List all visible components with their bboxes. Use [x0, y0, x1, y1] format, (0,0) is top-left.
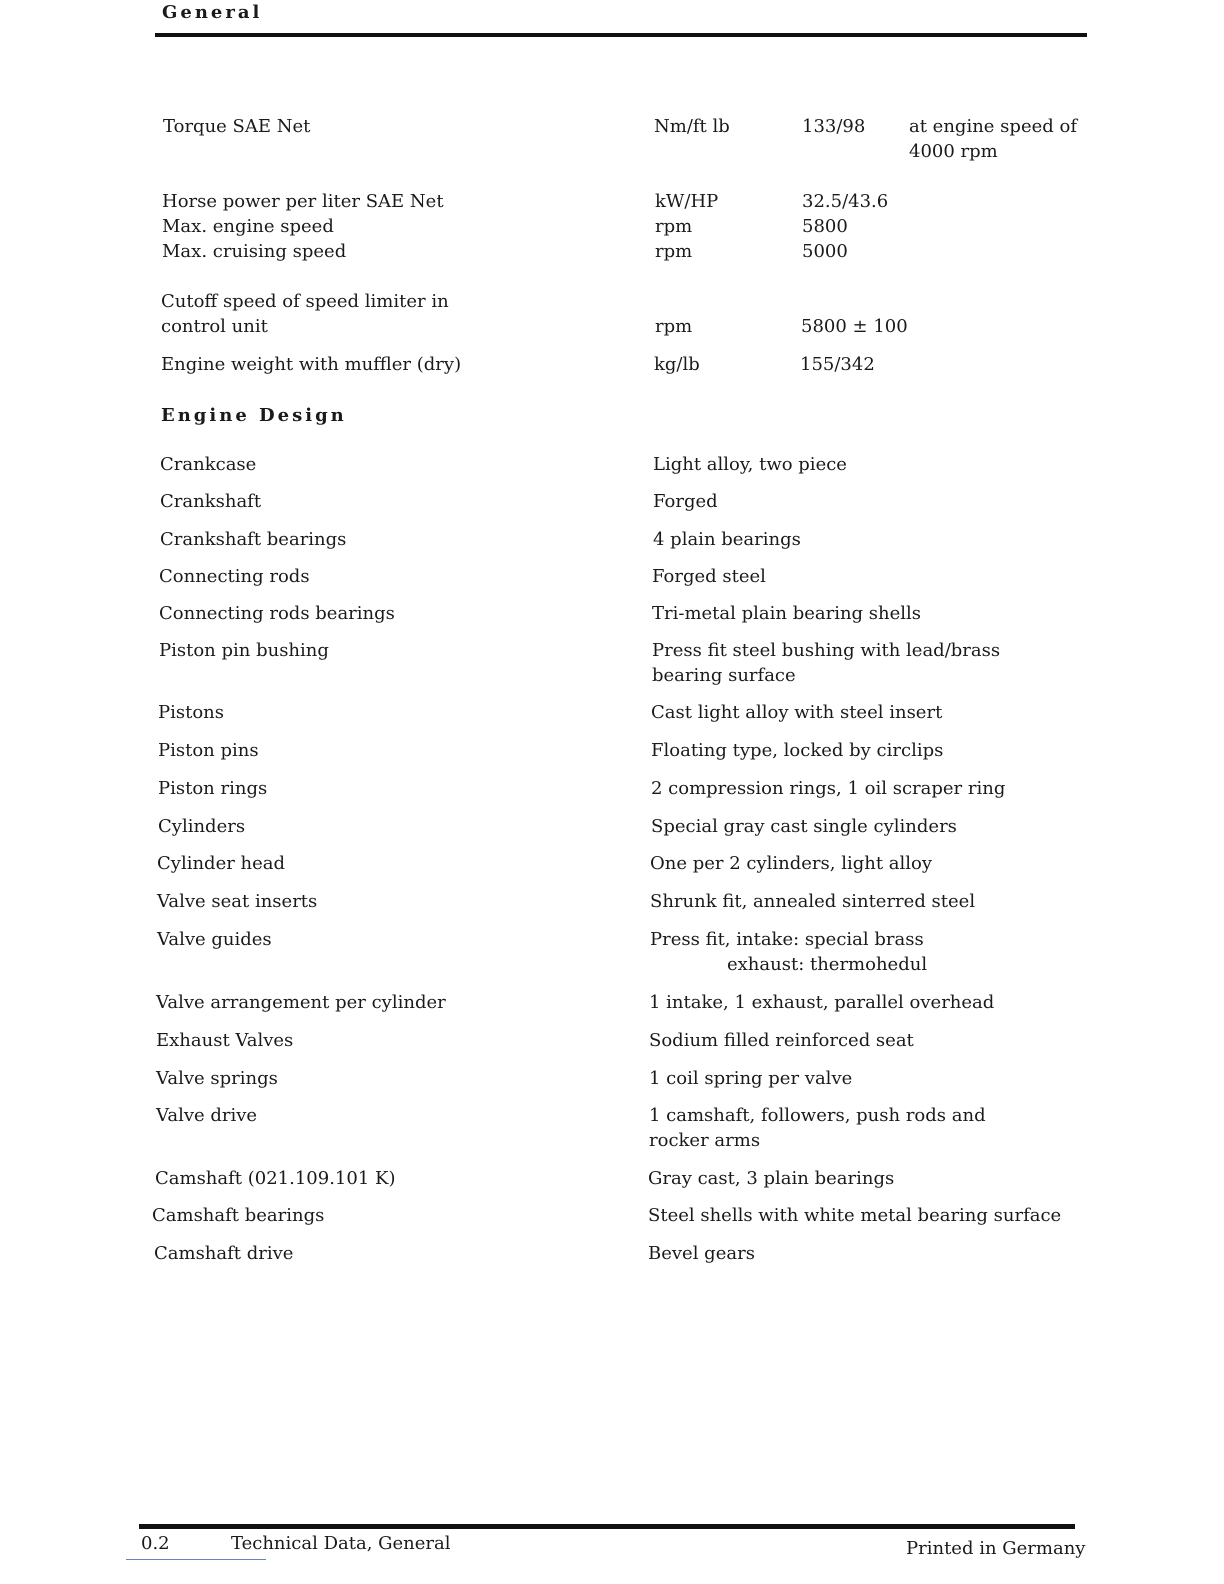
- spec-unit: kW/HP: [655, 191, 719, 212]
- design-value: Tri-metal plain bearing shells: [652, 603, 922, 624]
- design-value: bearing surface: [652, 665, 796, 686]
- header-rule: [155, 33, 1087, 37]
- design-value: 2 compression rings, 1 oil scraper ring: [651, 778, 1006, 799]
- spec-label: control unit: [161, 316, 268, 337]
- design-label: Piston pins: [158, 740, 259, 761]
- design-value: Light alloy, two piece: [653, 454, 847, 475]
- design-label: Valve drive: [156, 1105, 258, 1126]
- spec-label: Max. engine speed: [162, 216, 334, 237]
- design-value: Sodium filled reinforced seat: [649, 1030, 914, 1051]
- spec-label: Cutoff speed of speed limiter in: [161, 291, 449, 312]
- design-label: Exhaust Valves: [156, 1030, 294, 1051]
- design-label: Piston pin bushing: [159, 640, 329, 661]
- design-label: Cylinder head: [157, 853, 286, 874]
- design-label: Valve arrangement per cylinder: [156, 992, 446, 1013]
- design-label: Crankshaft bearings: [160, 529, 347, 550]
- design-label: Connecting rods: [159, 566, 310, 587]
- footer-page-number: 0.2: [141, 1533, 170, 1554]
- spec-unit: rpm: [655, 241, 693, 262]
- design-value: Forged steel: [652, 566, 766, 587]
- design-value: Shrunk fit, annealed sinterred steel: [650, 891, 976, 912]
- design-value: rocker arms: [649, 1130, 761, 1151]
- design-value: Bevel gears: [648, 1243, 755, 1264]
- design-value: 1 camshaft, followers, push rods and: [649, 1105, 986, 1126]
- footer-rule: [139, 1524, 1075, 1529]
- design-label: Valve guides: [157, 929, 272, 950]
- design-label: Connecting rods bearings: [159, 603, 395, 624]
- design-value: Floating type, locked by circlips: [651, 740, 944, 761]
- spec-unit: rpm: [655, 216, 693, 237]
- footer-title: Technical Data, General: [231, 1533, 451, 1554]
- design-label: Camshaft (021.109.101 K): [155, 1168, 396, 1189]
- design-label: Camshaft drive: [154, 1243, 294, 1264]
- footer-underline: [126, 1559, 266, 1560]
- design-value: 1 coil spring per valve: [649, 1068, 853, 1089]
- spec-label: Max. cruising speed: [162, 241, 347, 262]
- design-value: Gray cast, 3 plain bearings: [648, 1168, 895, 1189]
- spec-value: 5000: [802, 241, 848, 262]
- design-value: One per 2 cylinders, light alloy: [650, 853, 933, 874]
- spec-value: 5800 ± 100: [801, 316, 908, 337]
- design-value: Special gray cast single cylinders: [651, 816, 957, 837]
- design-value: Forged: [653, 491, 718, 512]
- design-value: 1 intake, 1 exhaust, parallel overhead: [649, 992, 995, 1013]
- spec-label: Horse power per liter SAE Net: [162, 191, 444, 212]
- design-value: 4 plain bearings: [653, 529, 801, 550]
- design-label: Crankcase: [160, 454, 257, 475]
- footer-printed: Printed in Germany: [906, 1538, 1086, 1559]
- design-label: Pistons: [158, 702, 225, 723]
- spec-unit: kg/lb: [654, 354, 700, 375]
- spec-note: 4000 rpm: [909, 141, 998, 162]
- design-label: Crankshaft: [160, 491, 262, 512]
- design-label: Camshaft bearings: [152, 1205, 325, 1226]
- spec-label: Torque SAE Net: [163, 116, 311, 137]
- design-label: Cylinders: [158, 816, 246, 837]
- spec-value: 155/342: [800, 354, 875, 375]
- design-value: exhaust: thermohedul: [727, 954, 928, 975]
- spec-label: Engine weight with muffler (dry): [161, 354, 462, 375]
- design-value: Cast light alloy with steel insert: [651, 702, 943, 723]
- spec-value: 5800: [802, 216, 848, 237]
- section-heading: Engine Design: [161, 405, 347, 426]
- design-value: Press fit, intake: special brass: [650, 929, 924, 950]
- spec-value: 133/98: [802, 116, 866, 137]
- design-label: Valve seat inserts: [157, 891, 318, 912]
- spec-unit: rpm: [655, 316, 693, 337]
- header-title: General: [162, 2, 263, 23]
- design-label: Piston rings: [158, 778, 268, 799]
- design-value: Steel shells with white metal bearing surface: [648, 1205, 1062, 1226]
- spec-value: 32.5/43.6: [802, 191, 889, 212]
- design-value: Press fit steel bushing with lead/brass: [652, 640, 1001, 661]
- spec-unit: Nm/ft lb: [654, 116, 730, 137]
- design-label: Valve springs: [156, 1068, 278, 1089]
- spec-note: at engine speed of: [909, 116, 1077, 137]
